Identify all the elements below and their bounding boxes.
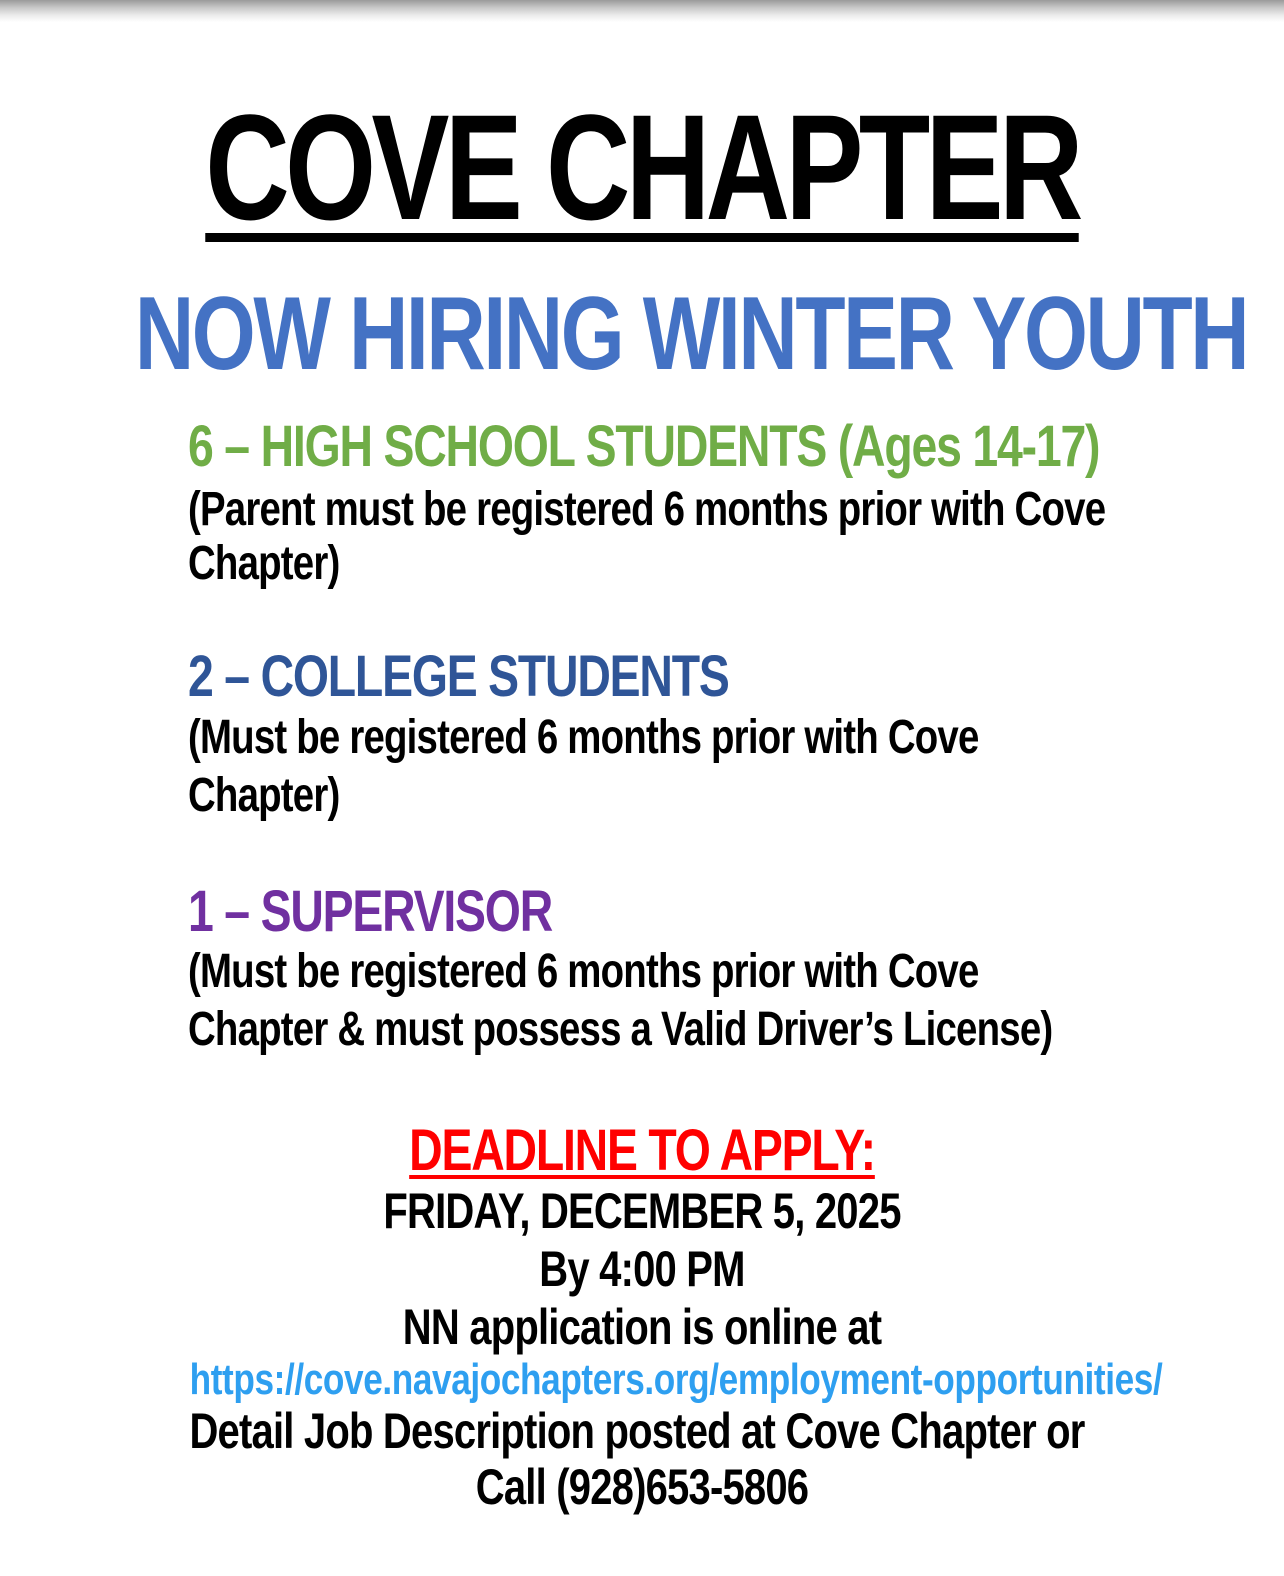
position-requirement: Chapter & must possess a Valid Driver’s License) xyxy=(188,1003,1053,1056)
deadline-label: DEADLINE TO APPLY: xyxy=(409,1118,875,1183)
flyer-title: COVE CHAPTER xyxy=(205,83,1079,251)
flyer-subtitle: NOW HIRING WINTER YOUTH xyxy=(134,276,1248,392)
contact-phone: Call (928)653-5806 xyxy=(475,1459,809,1515)
deadline-date: FRIDAY, DECEMBER 5, 2025 xyxy=(383,1183,901,1239)
detail-text: Detail Job Description posted at Cove Chapter or xyxy=(189,1403,1085,1459)
application-link[interactable]: https://cove.navajochapters.org/employment-opportunities/ xyxy=(189,1355,1163,1404)
deadline-time: By 4:00 PM xyxy=(539,1241,745,1297)
position-requirement: (Parent must be registered 6 months prior with Cove xyxy=(188,483,1106,536)
position-heading: 2 – COLLEGE STUDENTS xyxy=(188,644,729,709)
position-requirement: (Must be registered 6 months prior with Cove xyxy=(188,945,979,998)
position-requirement: (Must be registered 6 months prior with Cove xyxy=(188,711,979,764)
position-requirement: Chapter) xyxy=(188,769,340,822)
position-heading: 1 – SUPERVISOR xyxy=(188,879,553,944)
position-heading: 6 – HIGH SCHOOL STUDENTS (Ages 14-17) xyxy=(188,414,1100,479)
online-text: NN application is online at xyxy=(402,1299,882,1355)
position-requirement: Chapter) xyxy=(188,537,340,590)
